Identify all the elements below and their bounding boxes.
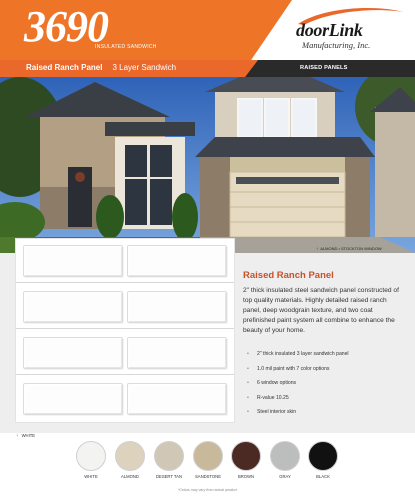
caption-arrow-icon: ↑ [316,246,318,251]
product-construction: 3 Layer Sandwich [112,63,177,72]
swatch-desert-tan[interactable] [154,441,184,479]
model-subtitle: INSULATED SANDWICH [95,44,157,50]
feature-item: • 2" thick insulated 3 layer sandwich panel [247,351,349,366]
raised-panel [23,245,123,277]
raised-panel [23,383,123,415]
color-swatches [76,441,346,487]
swatch-sandstone[interactable] [193,441,223,479]
photo-caption-text: ALMOND • STOCKTON WINDOW [320,246,382,251]
brand-name: doorLink [296,20,363,40]
swatch-label: BLACK [316,474,330,479]
product-name: Raised Ranch Panel [26,63,103,72]
door-sample [16,239,234,422]
swatch-label: ALMOND [121,474,139,479]
description-body: 2" thick insulated steel sandwich panel constructed of top quality materials. Highly detailed raised ranch panel, deep woodgrain texture, and two coat prefinished paint system all combine to enhance the beauty of your home. [243,287,399,334]
house-photo [0,77,415,253]
swatch-dot [115,441,145,471]
swatch-brown[interactable] [231,441,261,479]
swatch-dot [231,441,261,471]
door-caption [16,433,35,438]
door-section [16,285,234,329]
swatch-dot [270,441,300,471]
photo-caption [316,246,382,251]
swatch-black[interactable] [308,441,338,479]
model-number: 3690 [24,2,108,51]
swatch-white[interactable] [76,441,106,479]
swatch-dot [308,441,338,471]
swatch-label: GRAY [279,474,291,479]
swatch-label: WHITE [84,474,98,479]
category-label: RAISED PANELS [300,65,348,71]
swatch-label: BROWN [237,474,255,479]
swatch-gray[interactable] [270,441,300,479]
caption-arrow-icon: ↑ [16,433,19,438]
feature-list [247,351,349,424]
product-heading [26,63,176,72]
raised-panel [127,245,227,277]
door-caption-text: WHITE [21,433,36,438]
description-title: Raised Ranch Panel [243,270,334,281]
swatch-dot [76,441,106,471]
swatch-almond[interactable] [115,441,145,479]
feature-item: • Steel interior skin [247,409,349,424]
raised-panel [23,337,123,369]
house-illustration [0,77,415,253]
raised-panel [127,337,227,369]
raised-panel [127,291,227,323]
swatch-dot [193,441,223,471]
brand-subtitle: Manufacturing, Inc. [302,40,371,50]
swatch-dot [154,441,184,471]
door-section [16,331,234,375]
swatch-label: SANDSTONE [195,474,221,479]
door-section [16,377,234,421]
brand-logo [290,6,408,56]
raised-panel [127,383,227,415]
feature-item: • R-value 10.25 [247,395,349,410]
feature-item: • 1.0 mil paint with 7 color options [247,366,349,381]
feature-item: • 6 window options [247,380,349,395]
swatch-label: DESERT TAN [156,474,182,479]
raised-panel [23,291,123,323]
door-section [16,239,234,283]
color-disclaimer: *Colors may vary from actual product [177,488,238,492]
